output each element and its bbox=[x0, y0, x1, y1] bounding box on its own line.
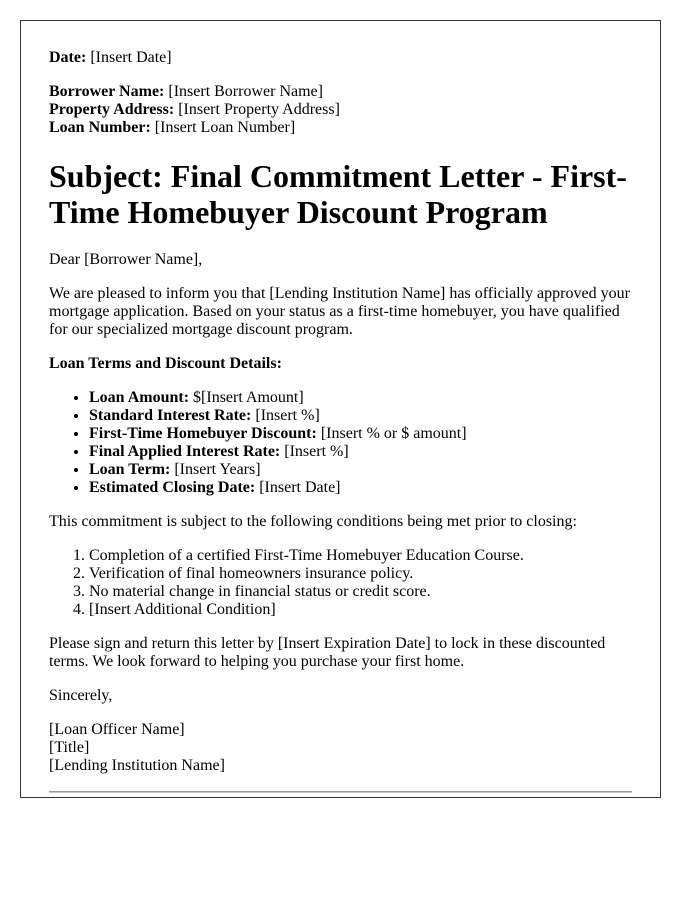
signoff: Sincerely, bbox=[49, 687, 113, 704]
officer-name: [Loan Officer Name] bbox=[49, 721, 185, 738]
term-item: • Loan Amount: $[Insert Amount] bbox=[89, 389, 632, 407]
date-line: Date: [Insert Date] bbox=[49, 49, 172, 66]
term-item: • Loan Term: [Insert Years] bbox=[89, 461, 632, 479]
terms-heading: Loan Terms and Discount Details: bbox=[49, 355, 282, 372]
term-item: • First-Time Homebuyer Discount: [Insert % or $ amount] bbox=[89, 425, 632, 443]
term-item: • Standard Interest Rate: [Insert %] bbox=[89, 407, 632, 425]
institution-name: [Lending Institution Name] bbox=[49, 757, 225, 774]
conditions-list bbox=[49, 547, 632, 619]
signature-block bbox=[49, 721, 632, 775]
term-item: • Final Applied Interest Rate: [Insert %] bbox=[89, 443, 632, 461]
officer-title: [Title] bbox=[49, 739, 90, 756]
condition-item: 1. Completion of a certified First-Time Homebuyer Education Course. bbox=[89, 547, 632, 565]
closing-paragraph: Please sign and return this letter by [Insert Expiration Date] to lock in these discounted terms. We look forward to helping you purchase your first home. bbox=[49, 635, 606, 670]
term-item: • Estimated Closing Date: [Insert Date] bbox=[89, 479, 632, 497]
condition-item: 3. No material change in financial status or credit score. bbox=[89, 583, 632, 601]
letter bbox=[20, 20, 661, 798]
condition-item: 2. Verification of final homeowners insurance policy. bbox=[89, 565, 632, 583]
divider bbox=[49, 791, 632, 793]
terms-list bbox=[49, 389, 632, 497]
borrower-info: Borrower Name: [Insert Borrower Name] Property Address: [Insert Property Address] Loan Number: [Insert Loan Number] bbox=[49, 83, 340, 136]
subject-heading: Subject: Final Commitment Letter - First-Time Homebuyer Discount Program bbox=[49, 158, 627, 230]
conditions-intro: This commitment is subject to the following conditions being met prior to closing: bbox=[49, 513, 577, 530]
condition-item: 4. [Insert Additional Condition] bbox=[89, 601, 632, 619]
salutation: Dear [Borrower Name], bbox=[49, 251, 203, 268]
intro-paragraph: We are pleased to inform you that [Lending Institution Name] has officially approved your mortgage application. Based on your status as a first-time homebuyer, you have qualified for our specialized mortgage discount program. bbox=[49, 285, 630, 338]
